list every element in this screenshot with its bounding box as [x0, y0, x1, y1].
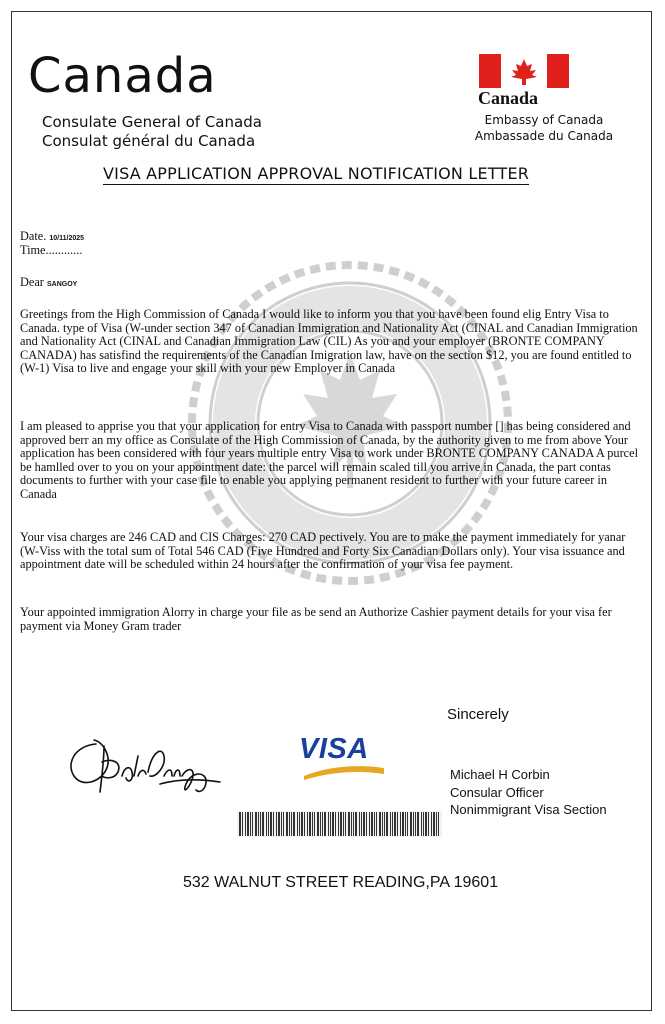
closing-sincerely: Sincerely	[447, 706, 509, 723]
paragraph-payment: Your appointed immigration Alorry in charge your file as be send an Authorize Cashier payment details for your visa fer payment via Money Gram trader	[20, 605, 612, 633]
handwritten-signature-icon	[64, 732, 234, 812]
signer-name: Michael H Corbin	[450, 767, 550, 782]
signer-block	[450, 766, 607, 819]
paragraph-approval: I am pleased to apprise you that your application for entry Visa to Canada with passport number [] has being considered and approved berr an my office as Consulate of the High Commission of Canada, by the authority given to me from above Your application has been considered with four years multiple entry Visa to work under BRONTE COMPANY CANADA A purcel be hamlled over to you on your appointment date: the parcel will remain scaled till you arrive in Canada, the part contas documents to further with your case file to enable you applying permanent resident to further with your future career in Canada	[20, 419, 638, 501]
salutation	[20, 276, 642, 292]
visa-logo-wordmark: VISA	[299, 733, 369, 765]
salutation-label: Dear	[20, 275, 44, 289]
date-label: Date.	[20, 229, 47, 243]
letter-title: VISA APPLICATION APPROVAL NOTIFICATION LETTER	[103, 164, 530, 183]
canada-logo-wordmark: Canada	[28, 48, 217, 104]
time-line: Time............	[20, 243, 83, 257]
consulate-name	[42, 113, 262, 151]
paragraph-greeting: Greetings from the High Commission of Canada I would like to inform you that you have been found elig Entry Visa to Canada. type of Visa (W-under section 347 of Canadian Immigration and Nationality Act (CINAL and Canadian Immigration and Nationality Act (CINAL and Canadian Immigration Law (CIL) As you and your employer (BRONTE COMPANY CANADA) has satisfind the requirements of the Canadian Imigration law, have on the section $12, you are found entitled to (W-1) Visa to live and engage your skill with your new Employer in Canada	[20, 307, 638, 376]
paragraph-charges: Your visa charges are 246 CAD and CIS Charges: 270 CAD pectively. You are to make the payment immediately for yanar (W-Viss with the total sum of Total 546 CAD (Five Hundred and Forty Six Canadian Dollars only). Your visa issuance and appointment date will be scheduled within 24 hours after the confirmation of your visa fee payment.	[20, 530, 626, 572]
office-address: 532 WALNUT STREET READING,PA 19601	[183, 874, 499, 891]
recipient-name: SANGOY	[46, 281, 78, 288]
canada-flag-icon	[479, 54, 569, 88]
embassy-name	[464, 112, 624, 144]
barcode-icon	[237, 811, 442, 837]
canada-flag-wordmark: Canada	[478, 88, 539, 108]
embassy-name-en: Embassy of Canada	[484, 113, 604, 127]
embassy-name-fr: Ambassade du Canada	[474, 129, 614, 143]
signer-title: Consular Officer	[450, 784, 544, 800]
consulate-name-en: Consulate General of Canada	[42, 113, 262, 131]
date-value: 10/11/2025	[49, 235, 85, 242]
signer-section: Nonimmigrant Visa Section	[450, 802, 607, 817]
consulate-name-fr: Consulat général du Canada	[42, 132, 256, 150]
